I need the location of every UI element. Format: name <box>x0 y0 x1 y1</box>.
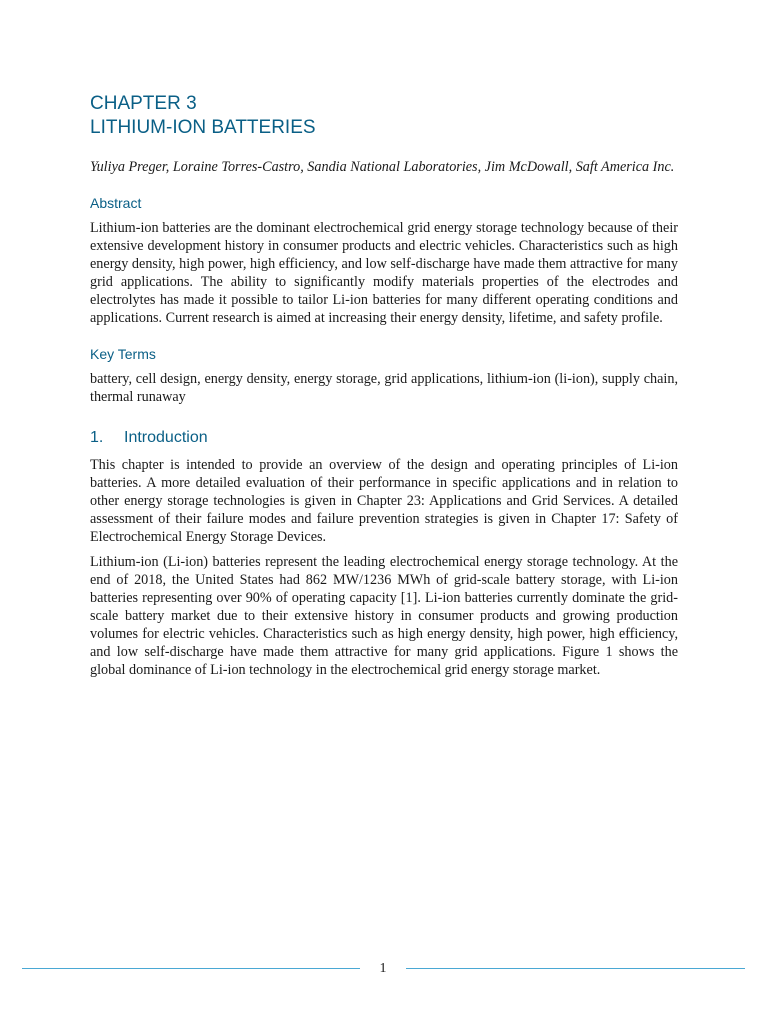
introduction-heading <box>90 428 678 448</box>
page-footer <box>22 960 745 980</box>
page-content <box>90 92 678 686</box>
page-number: 1 <box>379 961 387 976</box>
section-number: 1. <box>90 429 104 446</box>
chapter-number-line: CHAPTER 3 <box>90 93 197 114</box>
abstract-text: Lithium-ion batteries are the dominant electrochemical grid energy storage technology because of their extensive development history in consumer products and electric vehicles. Characteristics such as high energy density, high power, high efficiency, and low self-discharge have made them attractive for many grid applications. The ability to significantly modify materials properties of the electrodes and electrolytes has made it possible to tailor Li-ion batteries for many different operating conditions and applications. Current research is aimed at increasing their energy density, lifetime, and safety profile. <box>90 220 678 326</box>
chapter-title <box>90 92 678 140</box>
footer-rule-right <box>406 968 745 969</box>
abstract-heading: Abstract <box>90 195 142 211</box>
key-terms-heading: Key Terms <box>90 346 156 362</box>
introduction-paragraph: This chapter is intended to provide an overview of the design and operating principles of Li-ion batteries. A more detailed evaluation of their performance in specific applications and in relation to other energy storage technologies is given in Chapter 23: Applications and Grid Services. A detailed assessment of their failure modes and failure prevention strategies is given in Chapter 17: Safety of Electrochemical Energy Storage Devices. <box>90 457 678 545</box>
introduction-heading-text: Introduction <box>124 429 208 446</box>
author-line: Yuliya Preger, Loraine Torres-Castro, Sandia National Laboratories, Jim McDowall, Saft America Inc. <box>90 159 675 175</box>
introduction-paragraph: Lithium-ion (Li-ion) batteries represent the leading electrochemical energy storage technology. At the end of 2018, the United States had 862 MW/1236 MWh of grid-scale battery storage, with Li-ion batteries representing over 90% of operating capacity [1]. Li-ion batteries currently dominate the grid-scale battery market due to their extensive history in consumer products and growing production volumes for electric vehicles. Characteristics such as high energy density, high power, high efficiency, and low self-discharge have made them attractive for many grid applications. Figure 1 shows the global dominance of Li-ion technology in the electrochemical grid energy storage market. <box>90 554 678 678</box>
key-terms-text: battery, cell design, energy density, energy storage, grid applications, lithium-ion (li-ion), supply chain, thermal runaway <box>90 371 678 405</box>
footer-rule-left <box>22 968 360 969</box>
chapter-title-line: LITHIUM-ION BATTERIES <box>90 117 316 138</box>
